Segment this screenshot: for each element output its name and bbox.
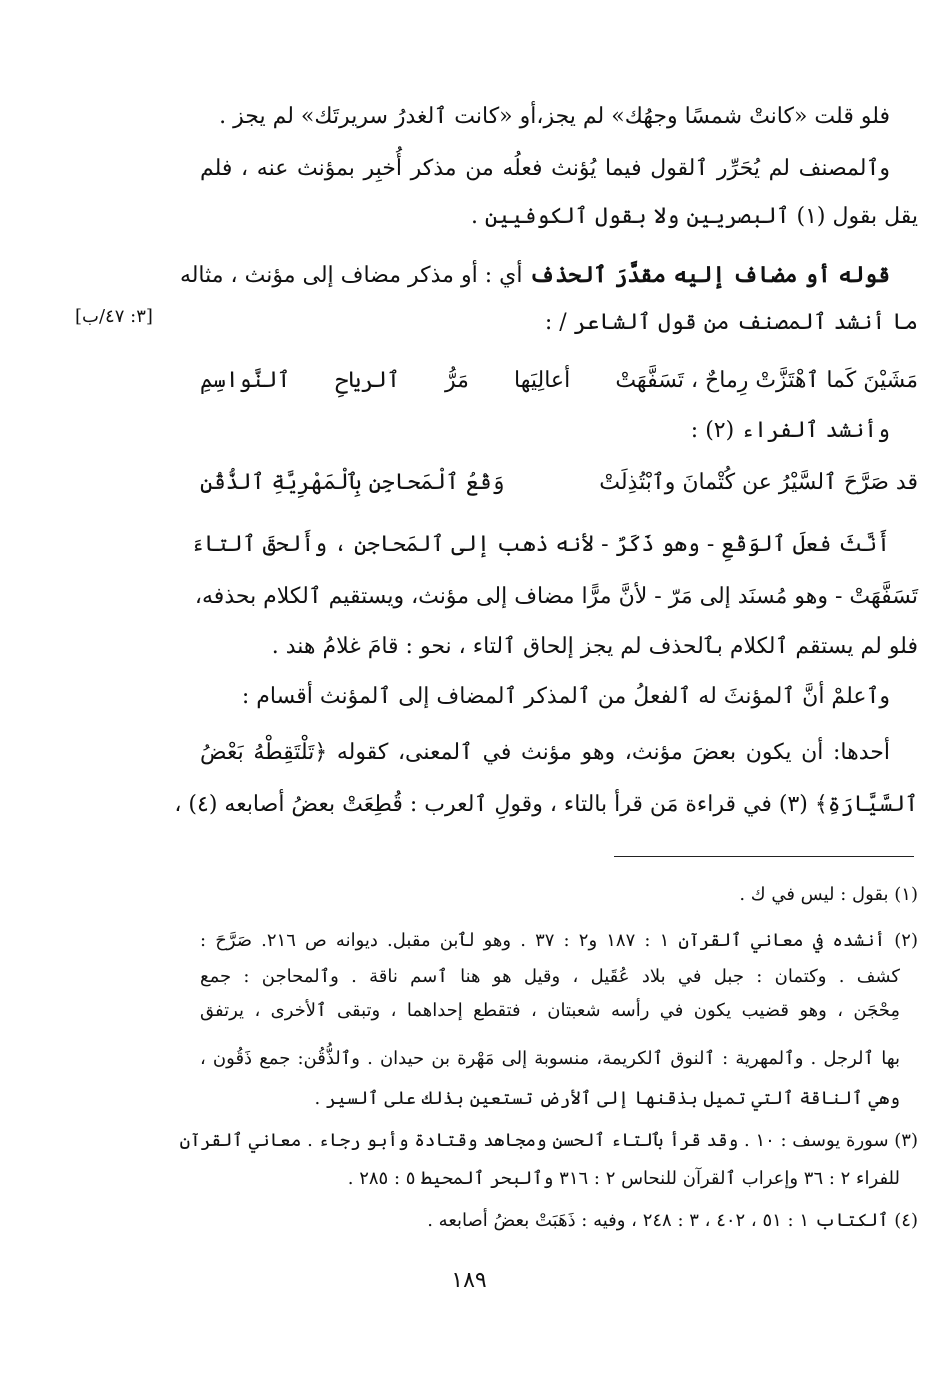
footnote-divider [614, 856, 914, 857]
text-line: أحدها: أن يكون بعضَ مؤنث، وهو مؤنث في ٱلمعنى، كقوله ﴿تَلْتَقِطْهُ بَعْضُ [200, 740, 890, 765]
verse-hemistich: وَقْعُ ٱلْمَحاجِنِ بِٱلْمَهْرِيَّةِ ٱلذُّقُنِ [200, 470, 505, 495]
verse-word: ٱلنَّواسِمِ [200, 368, 291, 393]
text-line: فلو قلت «كانتْ شمسًا وجهُك» لم يجز،أو «كانت ٱلغدرُ سريرتَك» لم يجز . [219, 104, 890, 129]
text-line: ما أنشد ٱلمصنف من قول ٱلشاعر / : [544, 310, 918, 335]
footnote-line: للفراء ٢ : ٣٦ وإعراب ٱلقرآن للنحاس ٢ : ٣١٦ وٱلبحر ٱلمحيط ٥ : ٢٨٥ . [347, 1168, 900, 1189]
footnote-line: (٣) سورة يوسف : ١٠ . وقد قرأ بٱلتاء ٱلحسن ومجاهد وقتادة وأبو رجاء . معاني ٱلقرآن [179, 1130, 918, 1151]
text-line: يقل بقول (١) ٱلبصريين ولا بقول ٱلكوفيين . [470, 204, 918, 229]
page-number: ١٨٩ [451, 1268, 487, 1293]
verse-line [200, 466, 918, 500]
margin-note: [٣: ٤٧/ب] [75, 306, 153, 327]
footnote-line: (٢) أنشده في معاني ٱلقرآن ١ : ١٨٧ و٢ : ٣٧ . وهو لٱبن مقبل. ديوانه ص ٢١٦. صَرَّحَ : [200, 930, 918, 951]
text-line: وٱلمصنف لم يُحَرِّر ٱلقول فيما يُؤنث فعلُه من مذكر أُخبِر بمؤنث عنه ، فلم [200, 156, 890, 181]
footnote-line: بها ٱلرجل . وٱلمهرية : ٱلنوق ٱلكريمة، منسوبة إلى مَهْرة بن حيدان . وٱلذُّقُن: جمع ذَقُون ، [200, 1048, 900, 1069]
verse-word: أعالِيَها [514, 368, 571, 393]
text-line [179, 258, 918, 293]
quoted-term: قوله أو مضاف إليه مقدَّرَ ٱلحذف [529, 262, 890, 288]
footnote-line: مِحْجَن ، وهو قضيب يكون في رأسه شعبتان ، فتقطع إحداهما ، وتبقى ٱلأخرى ، يرتفق [200, 1000, 900, 1021]
footnote-line: (٤) ٱلكتاب ١ : ٥١ ، ٤٠٢ ، ٣ : ٢٤٨ ، وفيه : ذَهَبَتْ بعضُ أصابعه . [427, 1210, 918, 1231]
footnote-line: كشف . وكتمان : جبل في بلاد عُقَيل ، وقيل هو هنا ٱسم ناقة . وٱلمحاجن : جمع [200, 966, 900, 987]
footnote-line: (١) بقول : ليس في ك . [739, 884, 918, 905]
text-line: ٱلسَّيَّارَةِ﴾ (٣) في قراءة مَن قرأ بالتاء ، وقولِ ٱلعرب : قُطِعَتْ بعضُ أصابعه (٤) ، [174, 792, 918, 817]
text-span: أي : أو مذكر مضاف إلى مؤنث ، مثاله [179, 263, 530, 288]
text-line: تَسَفَّهَتْ - وهو مُسنَد إلى مَرّ - لأنَّ مرًّا مضاف إلى مؤنث، ويستقيم ٱلكلام بحذفه، [194, 584, 918, 609]
verse-hemistich: قد صَرَّحَ ٱلسَّيْرُ عن كُتْمانَ وٱبْتُذِلَتْ [599, 470, 918, 495]
text-line: فلو لم يستقم ٱلكلام بٱلحذف لم يجز إلحاق ٱلتاء ، نحو : قامَ غلامُ هند . [271, 634, 918, 659]
verse-hemistich: مَشَيْنَ كَما ٱهْتَزَّتْ رِماحٌ ، تَسَفَّهَتْ [615, 368, 918, 393]
main-text [174, 0, 918, 860]
verse-word: مَرُّ [444, 368, 469, 393]
footnote-line: وهي ٱلناقة ٱلتي تميل بذقنها إلى ٱلأرض تستعين بذٰلك على ٱلسير . [314, 1088, 900, 1109]
text-line: وٱعلمْ أنَّ ٱلمؤنثَ له ٱلفعلُ من ٱلمذكر ٱلمضاف إلى ٱلمؤنث أقسام : [241, 684, 890, 709]
verse-word: ٱلرياحِ [335, 368, 400, 393]
text-line: وأنشد ٱلفراء (٢) : [690, 418, 890, 443]
verse-line [200, 364, 918, 398]
text-line: أَنَّثَ فعلَ ٱلوَقْعِ - وهو ذَكَرٌ - لأنه ذهب إلى ٱلمَحاجن ، وأَلحقَ ٱلتاءَ [191, 532, 890, 557]
